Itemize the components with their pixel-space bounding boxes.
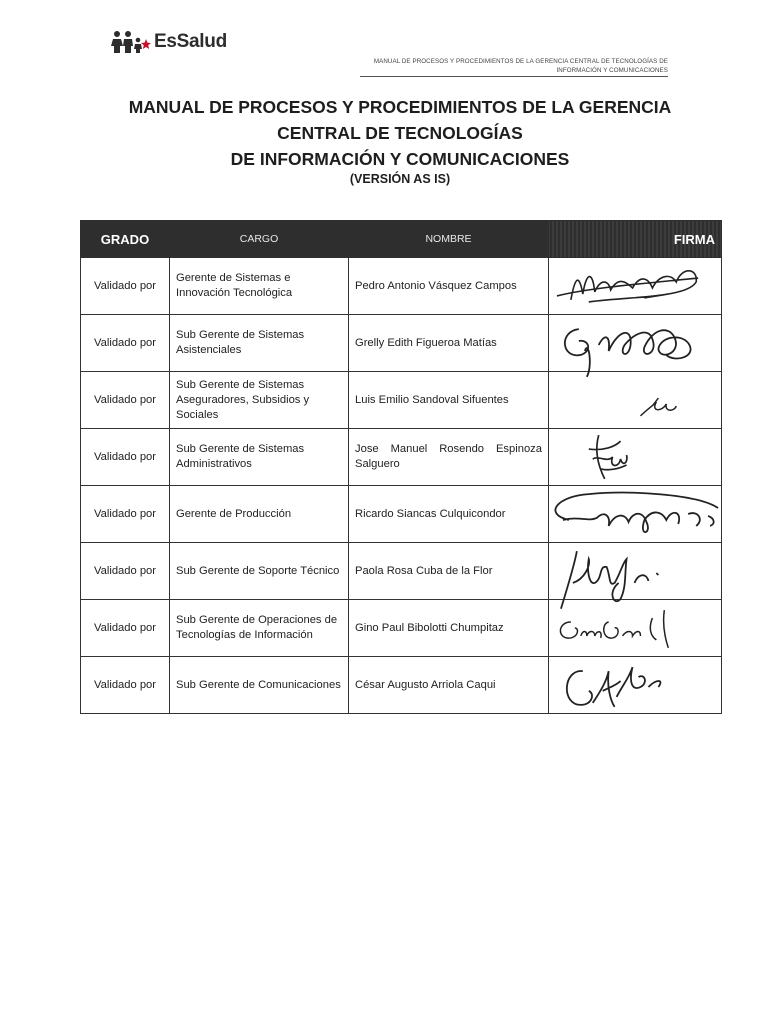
cargo-cell: Gerente de Sistemas e Innovación Tecnológica	[170, 258, 349, 315]
signature-cell	[549, 429, 722, 486]
grado-cell: Validado por	[81, 372, 170, 429]
table-row	[81, 543, 722, 600]
nombre-cell: Pedro Antonio Vásquez Campos	[349, 258, 549, 315]
signature-cell	[549, 372, 722, 429]
header-nombre: NOMBRE	[349, 221, 549, 258]
table-row	[81, 315, 722, 372]
logo-text: EsSalud	[154, 31, 227, 52]
cargo-cell: Sub Gerente de Sistemas Administrativos	[170, 429, 349, 486]
title-line-3: DE INFORMACIÓN Y COMUNICACIONES	[230, 149, 570, 169]
table-row	[81, 429, 722, 486]
grado-cell: Validado por	[81, 600, 170, 657]
handwritten-signature	[549, 258, 721, 314]
title-line-1: MANUAL DE PROCESOS Y PROCEDIMIENTOS DE LA GERENCIA	[128, 97, 672, 117]
table-row	[81, 600, 722, 657]
running-header-title: MANUAL DE PROCESOS Y PROCEDIMIENTOS DE LA GERENCIA CENTRAL DE TECNOLOGÍAS DE INFORMACIÓN Y COMUNICACIONES	[373, 58, 668, 74]
cargo-cell: Sub Gerente de Comunicaciones	[170, 657, 349, 714]
validation-table	[80, 220, 722, 714]
grado-cell: Validado por	[81, 657, 170, 714]
cargo-cell: Sub Gerente de Operaciones de Tecnologías de Información	[170, 600, 349, 657]
grado-cell: Validado por	[81, 258, 170, 315]
grado-cell: Validado por	[81, 429, 170, 486]
grado-cell: Validado por	[81, 315, 170, 372]
header-cargo: CARGO	[170, 221, 349, 258]
handwritten-signature	[549, 543, 721, 599]
handwritten-signature	[549, 429, 721, 485]
table-header-row	[81, 221, 722, 258]
handwritten-signature	[549, 486, 721, 542]
signature-cell	[549, 258, 722, 315]
cargo-cell: Sub Gerente de Soporte Técnico	[170, 543, 349, 600]
nombre-cell: César Augusto Arriola Caqui	[349, 657, 549, 714]
table-row	[81, 372, 722, 429]
title-line-2: CENTRAL DE TECNOLOGÍAS	[277, 123, 523, 143]
nombre-text: Jose Manuel Rosendo Espinoza Salguero	[355, 443, 542, 470]
version-label: (VERSIÓN AS IS)	[349, 172, 451, 186]
handwritten-signature	[549, 372, 721, 428]
handwritten-signature	[549, 600, 721, 656]
signature-cell	[549, 543, 722, 600]
cargo-cell: Sub Gerente de Sistemas Aseguradores, Subsidios y Sociales	[170, 372, 349, 429]
nombre-cell: Ricardo Siancas Culquicondor	[349, 486, 549, 543]
handwritten-signature	[549, 657, 721, 713]
signature-cell	[549, 657, 722, 714]
nombre-cell: Paola Rosa Cuba de la Flor	[349, 543, 549, 600]
signature-cell	[549, 486, 722, 543]
handwritten-signature	[549, 315, 721, 371]
family-figures-icon	[110, 30, 152, 54]
grado-cell: Validado por	[81, 486, 170, 543]
table-row	[81, 486, 722, 543]
cargo-cell: Gerente de Producción	[170, 486, 349, 543]
signature-cell	[549, 600, 722, 657]
nombre-cell	[349, 429, 549, 486]
signature-cell	[549, 315, 722, 372]
table-row	[81, 657, 722, 714]
nombre-cell: Luis Emilio Sandoval Sifuentes	[349, 372, 549, 429]
header-firma: FIRMA	[549, 221, 722, 258]
essalud-logo	[110, 30, 227, 54]
header-grado: GRADO	[81, 221, 170, 258]
nombre-cell: Grelly Edith Figueroa Matías	[349, 315, 549, 372]
cargo-cell: Sub Gerente de Sistemas Asistenciales	[170, 315, 349, 372]
document-title	[78, 94, 722, 188]
nombre-cell: Gino Paul Bibolotti Chumpitaz	[349, 600, 549, 657]
header-divider	[360, 76, 668, 77]
grado-cell: Validado por	[81, 543, 170, 600]
table-row	[81, 258, 722, 315]
